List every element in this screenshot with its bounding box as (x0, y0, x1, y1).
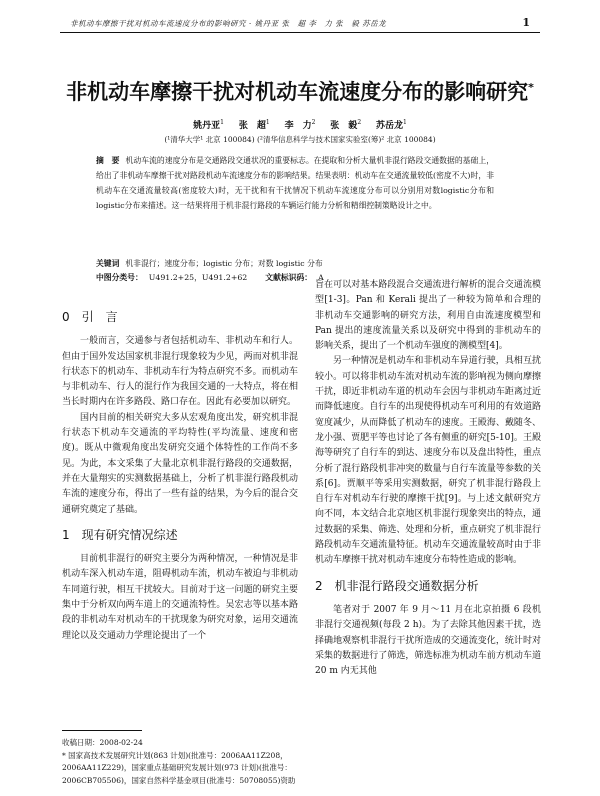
affiliation: (¹清华大学¹ 北京 100084) (²清华信息科学与技术国家实验室(筹)² 北京 100084) (164, 135, 436, 144)
keywords-label: 关键词 (96, 259, 120, 268)
paragraph: 旨在可以对基本路段混合交通流进行解析的混合交通流模型[1-3]。Pan 和 Kerali 提出了一种较为简单和合理的非机动车交通影响的研究方法，利用自由流速度模型和 Pan 提出的速度流量关系以及研究中得到的非机动车的影响关系，提出了一个机动车强度的测模型[4]。 (315, 280, 541, 352)
running-head: 非机动车摩擦干扰对机动车流速度分布的影响研究 · 姚丹亚 张 超 李 力 张 毅 苏岳龙 (70, 19, 387, 28)
paragraph: 一般而言，交通参与者包括机动车、非机动车和行人。但由于国外发达国家机非混行现象较为少见，两而对机非混行状态下的机动车、非机动车行为特点研究不多。而机动车与非机动车、行人的混行作为我国交通的一大特点，将在相当长时期内在许多路段、路口存在。因此有必要加以研究。 (62, 336, 298, 408)
doc-code-text: A (318, 273, 324, 282)
keywords-text: 机非混行；速度分布；logistic 分布；对数 logistic 分布 (125, 259, 323, 268)
left-column (62, 300, 298, 644)
author-name: 李 力 (284, 121, 312, 131)
section-heading (62, 528, 298, 543)
doc-code-label: 文献标识码： (265, 273, 313, 282)
author-sup: 1 (403, 119, 407, 126)
right-column (315, 278, 541, 679)
page-number: 1 (522, 16, 530, 29)
author-name: 姚丹亚 (193, 121, 221, 131)
paragraph: 笔者对于 2007 年 9 月～11 月在北京拍摄 6 段机非混行交通视频(每段 2 h)。为了去除其他因素干扰，选择确地观察机非混行干扰所造成的交通流变化，统计时对采集的数据进行了筛选，筛选标准为机动车前方机动车道 20 m 内无其他 (315, 604, 541, 677)
abstract-text: 机动车流的速度分布是交通路段交通状况的重要标志。在提取和分析大量机非混行路段交通数据的基础上，给出了非机动车摩擦干扰对路段机动车流速度分布的影响结果。结果表明：机动车在交通流量较低(密度不大)时，非机动车在交通流量较高(密度较大)时，无干扰和有干扰情况下机动车流速度分布可以分别用对数logistic分布和logistic分布来描述。这一结果将用于机非混行路段的车辆运行能力分析和精细控制策略设计之中。 (96, 156, 495, 210)
author-sup: 2 (311, 119, 316, 126)
author-name: 张 毅 (330, 121, 358, 131)
classification (96, 272, 324, 283)
title-text: 非机动车摩擦干扰对机动车流速度分布的影响研究 (66, 80, 529, 104)
author-sup: 2 (357, 119, 362, 126)
section-heading (315, 579, 541, 594)
section-number: 2 (315, 578, 323, 593)
footnote-line: 收稿日期：2008-02-24 (62, 738, 143, 747)
abstract-label: 摘 要 (96, 156, 120, 165)
section-number: 1 (62, 527, 70, 542)
footnote-line: * 国家高技术发展研究计划(863 计划)(批准号：2006AA11Z208，2006AA11Z229)，国家重点基础研究发展计划(973 计划)(批准号：2006CB705506)，国家自然科学基金项目(批准号：50708055)资助 (62, 750, 296, 785)
section-heading (62, 310, 298, 325)
footnote (62, 737, 298, 787)
paragraph: 国内目前的相关研究大多从宏观角度出发，研究机非混行状态下机动车交通流的平均特性(平均流量、速度和密度)。既从中微观角度出发研究交通个体特性的工作尚不多见。为此，本文采集了大量北京机非混行路段的交通数据，并在大量翔实的实测数据基础上，分析了机非混行路段机动车流的速度分布，得出了一些有益的结果，为今后的混合交通研究奠定了基础。 (62, 412, 298, 515)
clc-text: U491.2+25，U491.2+62 (148, 273, 248, 282)
author-name: 苏岳龙 (376, 121, 404, 131)
paragraph: 目前机非混行的研究主要分为两种情况，一种情况是非机动车深入机动车道，阻碍机动车流，机动车被迫与非机动车同道行驶，相互干扰较大。目前对于这一问题的研究主要集中于分析双向两车道上的交通流特性。吴宏志等以基本路段的非机动车对机动车的干扰现象为研究对象，运用交通流理论以及交通动力学理论提出了一个 (62, 554, 298, 641)
author (285, 121, 316, 131)
keywords (96, 258, 323, 269)
section-title: 引 言 (81, 310, 118, 324)
section-title: 机非混行路段交通数据分析 (334, 578, 479, 593)
author-sup: 1 (220, 119, 224, 126)
author (330, 121, 361, 131)
abstract (96, 153, 494, 213)
title-mark: * (528, 81, 534, 94)
paper-title (40, 76, 560, 106)
author-sup: 1 (265, 119, 270, 126)
author-name: 张 超 (238, 121, 266, 131)
clc-label: 中图分类号： (96, 273, 143, 282)
section-title: 现有研究情况综述 (81, 527, 178, 542)
author (239, 121, 270, 131)
footnote-rule (62, 730, 142, 731)
author (376, 121, 407, 131)
author-list (0, 118, 600, 131)
section-number: 0 (62, 310, 70, 324)
paragraph: 另一种情况是机动车和非机动车异道行驶，具相互扰较小。可以将非机动车流对机动车流的影响视为侧向摩擦干扰，即近非机动车道的机动车会因与非机动车距离过近而降低速度。自行车的出现使得机动车可利用的有效道路宽度减少，从而降低了机动车的速度。王殿海、戴随冬、龙小强、贾肥平等也讨论了各有侧重的研究[5-10]。王殿海等研究了自行车的到达、速度分布以及盘出特性，重点分析了混行路段机非冲突的数量与自行车流量等参数的关系[6]。贾顺平等采用实测数据，研究了机非混行路段上自行车对机动车行驶的摩擦干扰[9]。与上述文献研究方向不同，本文结合北京地区机非混行现象突出的特点，通过数据的采集、筛选、处理和分析，重点研究了机非混行路段机动车交通流量特征。机动车交通流量较高时由于非机动车摩擦干扰对机动车速度分布特性造成的影响。 (315, 356, 541, 566)
header-rule (60, 32, 540, 33)
author (193, 121, 224, 131)
